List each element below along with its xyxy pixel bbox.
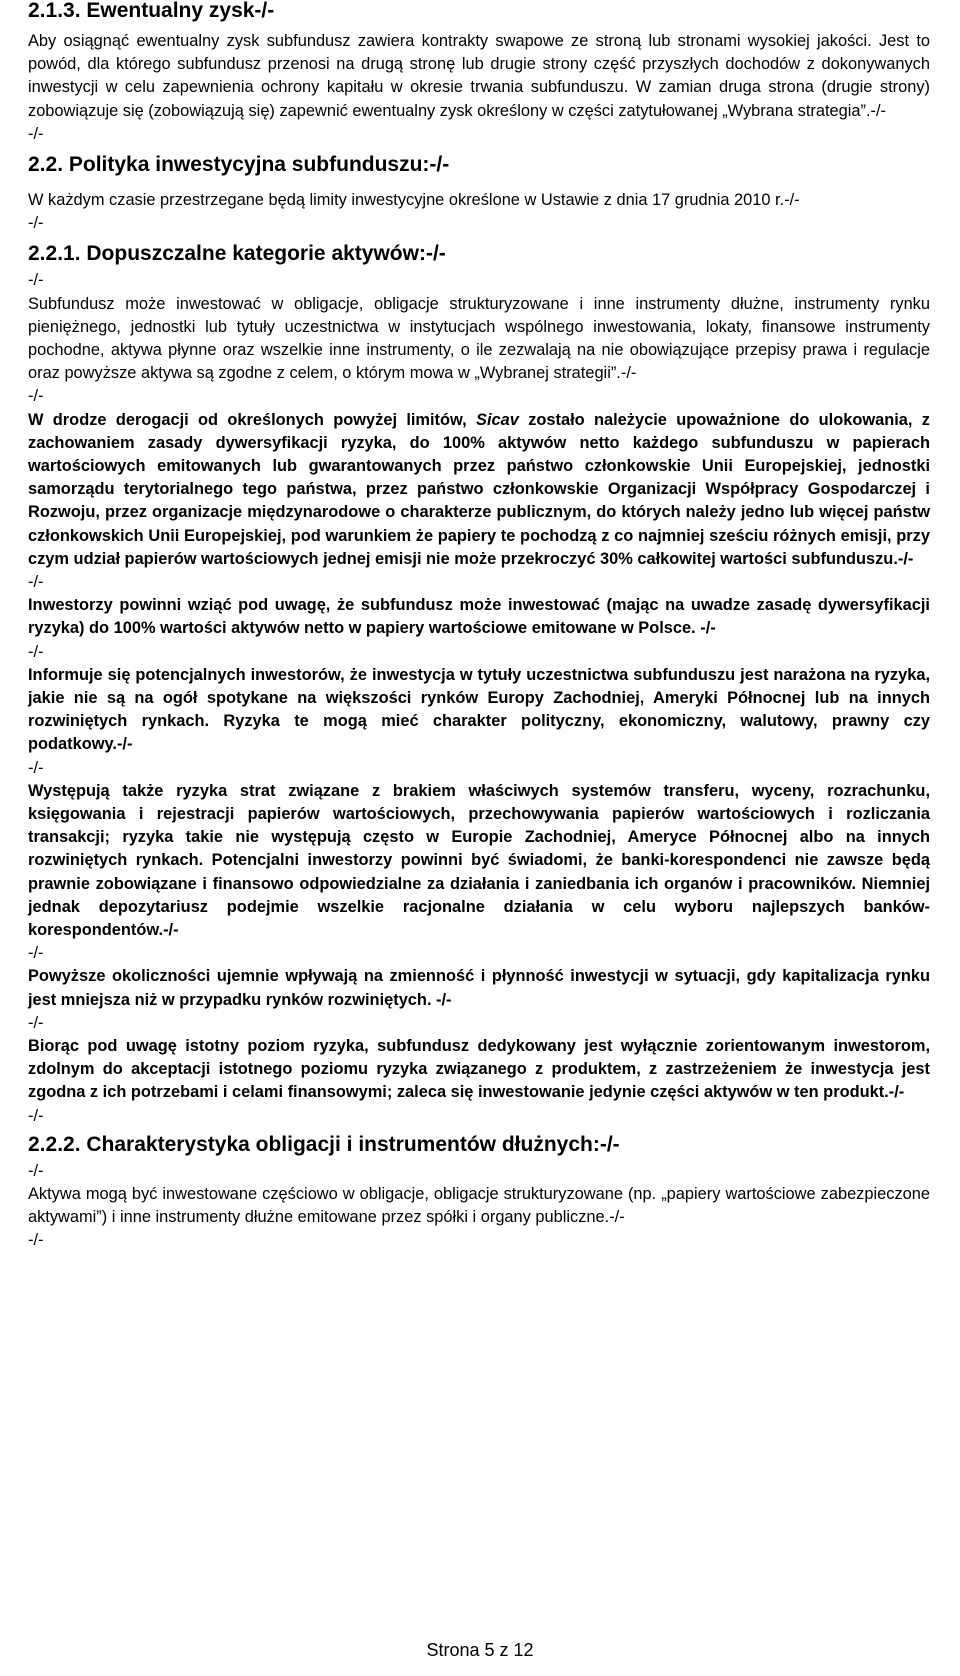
paragraph: Biorąc pod uwagę istotny poziom ryzyka, subfundusz dedykowany jest wyłącznie zorientowanym inwestorom, zdolnym do akceptacji istotnego poziomu ryzyka związanego z produktem, z zastrzeżeniem że inwestycja jest zgodna z ich potrzebami i celami finansowymi; zaleca się inwestowanie jedynie części aktywów w ten produkt.-/- [28,1036,930,1102]
separator-marker: -/- [28,642,44,661]
section-heading-2-2: 2.2. Polityka inwestycyjna subfunduszu:-/- [28,153,450,176]
separator-marker: -/- [28,1231,44,1250]
document-page [28,0,930,1253]
separator-marker: -/- [28,758,44,777]
separator-marker: -/- [28,271,44,290]
separator-marker: -/- [28,1106,44,1125]
separator-marker: -/- [28,1161,44,1180]
separator-marker: -/- [28,944,44,963]
separator-marker: -/- [28,124,44,143]
separator-marker: -/- [28,387,44,406]
paragraph: Występują także ryzyka strat związane z brakiem właściwych systemów transferu, wyceny, rozrachunku, księgowania i rejestracji papierów wartościowych, przechowywania papierów wartościowych i rozliczania transakcji; ryzyka takie nie występują często w Europie Zachodniej, Ameryce Północnej albo na innych rozwiniętych rynkach. Potencjalni inwestorzy powinni być świadomi, że banki-korespondenci nie zawsze będą prawnie zobowiązane i finansowo odpowiedzialne za działania i zaniedbania ich organów i pracowników. Niemniej jednak depozytariusz podejmie wszelkie racjonalne działania w celu wyboru najlepszych banków-korespondentów.-/- [28,781,930,939]
page-number-footer: Strona 5 z 12 [426,1640,534,1660]
section-heading-2-1-3: 2.1.3. Ewentualny zysk-/- [28,0,275,22]
paragraph: Subfundusz może inwestować w obligacje, obligacje strukturyzowane i inne instrumenty dłużne, instrumenty rynku pieniężnego, jednostki lub tytuły uczestnictwa w instytucjach wspólnego inwestowania, lokaty, finansowe instrumenty pochodne, aktywa płynne oraz wszelkie inne instrumenty, o ile zezwalają na nie obowiązujące przepisy prawa i regulacje oraz powyższe aktywa są zgodne z celem, o którym mowa w „Wybranej strategii”.-/- [28,294,930,383]
paragraph: Informuje się potencjalnych inwestorów, że inwestycja w tytuły uczestnictwa subfunduszu jest narażona na ryzyka, jakie nie są na ogół spotykane na większości rynków Europy Zachodniej, Ameryki Północnej lub na innych rozwiniętych rynkach. Ryzyka te mogą mieć charakter polityczny, ekonomiczny, walutowy, prawny czy podatkowy.-/- [28,665,930,754]
paragraph: W każdym czasie przestrzegane będą limity inwestycyjne określone w Ustawie z dnia 17 grudnia 2010 r.-/- [28,191,800,209]
text-run: zostało należycie upoważnione do ulokowania, z zachowaniem zasady dywersyfikacji ryzyka, do 100% aktywów netto każdego subfunduszu w papierach wartościowych emitowanych lub gwarantowanych przez państwo członkowskie Unii Europejskiej, jednostki samorządu terytorialnego tego państwa, przez państwo członkowskie Organizacji Współpracy Gospodarczej i Rozwoju, przez organizacje międzynarodowe o charakterze publicznym, do których należy jedno lub więcej państw członkowskich Unii Europejskiej, pod warunkiem że papiery te pochodzą z co najmniej sześciu różnych emisji, przy czym udział papierów wartościowych jednej emisji nie może przekroczyć 30% całkowitej wartości subfunduszu.-/- [28,410,930,568]
paragraph: Aktywa mogą być inwestowane częściowo w obligacje, obligacje strukturyzowane (np. „papiery wartościowe zabezpieczone aktywami”) i inne instrumenty dłużne emitowane przez spółki i organy publiczne.-/- [28,1184,930,1227]
separator-marker: -/- [28,1013,44,1032]
separator-marker: -/- [28,573,44,591]
text-run: W drodze derogacji od określonych powyżej limitów, [28,410,477,429]
section-heading-2-2-2: 2.2.2. Charakterystyka obligacji i instrumentów dłużnych:-/- [28,1132,620,1156]
paragraph: Powyższe okoliczności ujemnie wpływają na zmienność i płynność inwestycji w sytuacji, gdy kapitalizacja rynku jest mniejsza niż w przypadku rynków rozwiniętych. -/- [28,967,930,1009]
paragraph: Aby osiągnąć ewentualny zysk subfundusz zawiera kontrakty swapowe ze stroną lub stronami wysokiej jakości. Jest to powód, dla którego subfundusz przenosi na drugą stronę lub drugie strony część przyszłych dochodów z dokonywanych inwestycji w celu zapewnienia ochrony kapitału w okresie trwania subfunduszu. W zamian druga strona (drugie strony) zobowiązuje się (zobowiązują się) zapewnić ewentualny zysk określony w części zatytułowanej „Wybrana strategia”.-/- [28,32,930,120]
paragraph-derogation [28,409,930,571]
separator-marker: -/- [28,214,44,233]
emphasis-sicav: Sicav [476,410,519,429]
section-heading-2-2-1: 2.2.1. Dopuszczalne kategorie aktywów:-/- [28,242,446,266]
paragraph: Inwestorzy powinni wziąć pod uwagę, że subfundusz może inwestować (mając na uwadze zasadę dywersyfikacji ryzyka) do 100% wartości aktywów netto w papiery wartościowe emitowane w Polsce. -/- [28,596,930,638]
